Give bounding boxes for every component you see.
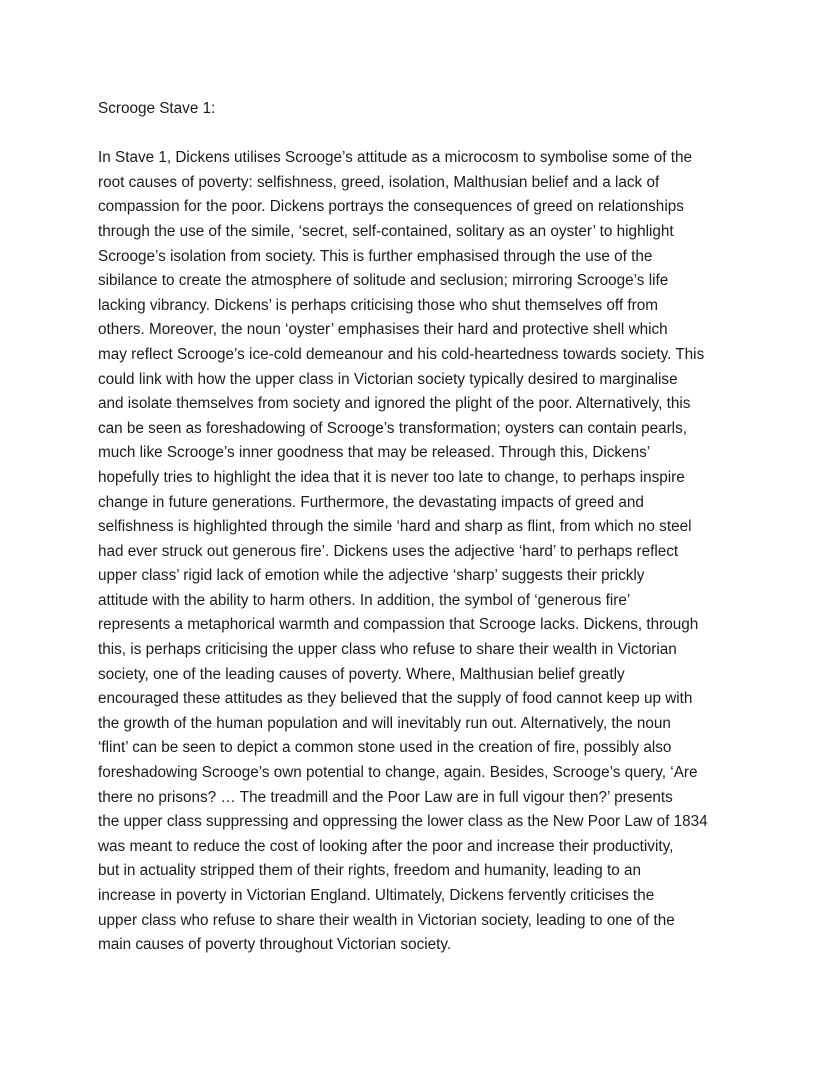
paragraph-line: attitude with the ability to harm others. In addition, the symbol of ‘generous fire’ bbox=[98, 591, 631, 609]
paragraph-line: was meant to reduce the cost of looking after the poor and increase their productivity, bbox=[98, 837, 674, 855]
paragraph-line: change in future generations. Furthermore, the devastating impacts of greed and bbox=[98, 493, 644, 511]
paragraph-line: the upper class suppressing and oppressing the lower class as the New Poor Law of 1834 bbox=[98, 813, 708, 831]
paragraph-line: had ever struck out generous fire’. Dickens uses the adjective ‘hard’ to perhaps reflect bbox=[98, 542, 679, 560]
paragraph-line: but in actuality stripped them of their rights, freedom and humanity, leading to an bbox=[98, 862, 642, 880]
paragraph-line: compassion for the poor. Dickens portrays the consequences of greed on relationships bbox=[98, 198, 684, 216]
paragraph-line: could link with how the upper class in Victorian society typically desired to marginalise bbox=[98, 370, 678, 388]
paragraph-line: In Stave 1, Dickens utilises Scrooge’s attitude as a microcosm to symbolise some of the bbox=[98, 149, 693, 167]
paragraph-line: can be seen as foreshadowing of Scrooge’s transformation; oysters can contain pearls, bbox=[98, 419, 687, 437]
paragraph-line: society, one of the leading causes of poverty. Where, Malthusian belief greatly bbox=[98, 665, 625, 683]
paragraph-line: there no prisons? … The treadmill and the Poor Law are in full vigour then?’ presents bbox=[98, 788, 673, 806]
paragraph-line: the growth of the human population and will inevitably run out. Alternatively, the noun bbox=[98, 714, 671, 732]
paragraph-line: selfishness is highlighted through the simile ‘hard and sharp as flint, from which no steel bbox=[98, 518, 692, 536]
paragraph-line: represents a metaphorical warmth and compassion that Scrooge lacks. Dickens, through bbox=[98, 616, 699, 634]
paragraph-line: sibilance to create the atmosphere of solitude and seclusion; mirroring Scrooge’s life bbox=[98, 272, 669, 290]
paragraph-line: Scrooge’s isolation from society. This is further emphasised through the use of the bbox=[98, 247, 653, 265]
paragraph-line: through the use of the simile, ‘secret, self-contained, solitary as an oyster’ to highlight bbox=[98, 222, 674, 240]
paragraph-line: foreshadowing Scrooge’s own potential to change, again. Besides, Scrooge’s query, ‘Are bbox=[98, 764, 698, 782]
paragraph-line: this, is perhaps criticising the upper class who refuse to share their wealth in Victorian bbox=[98, 641, 677, 659]
paragraph-line: ‘flint’ can be seen to depict a common stone used in the creation of fire, possibly also bbox=[98, 739, 672, 757]
paragraph-line: main causes of poverty throughout Victorian society. bbox=[98, 936, 452, 954]
paragraph-line: root causes of poverty: selfishness, greed, isolation, Malthusian belief and a lack of bbox=[98, 173, 660, 191]
paragraph-line: hopefully tries to highlight the idea that it is never too late to change, to perhaps inspire bbox=[98, 468, 685, 486]
document-title: Scrooge Stave 1: bbox=[98, 100, 216, 117]
paragraph-line: and isolate themselves from society and ignored the plight of the poor. Alternatively, this bbox=[98, 395, 691, 413]
paragraph-line: encouraged these attitudes as they believed that the supply of food cannot keep up with bbox=[98, 690, 693, 708]
paragraph-line: upper class who refuse to share their wealth in Victorian society, leading to one of the bbox=[98, 911, 675, 929]
paragraph-line: increase in poverty in Victorian England. Ultimately, Dickens fervently criticises the bbox=[98, 887, 655, 904]
paragraph-line: much like Scrooge’s inner goodness that may be released. Through this, Dickens’ bbox=[98, 444, 651, 462]
document-body bbox=[98, 97, 738, 958]
paragraph-line: lacking vibrancy. Dickens’ is perhaps criticising those who shut themselves off from bbox=[98, 296, 658, 314]
paragraph-line: others. Moreover, the noun ‘oyster’ emphasises their hard and protective shell which bbox=[98, 321, 668, 339]
blank-line bbox=[98, 122, 738, 147]
paragraph-line: upper class’ rigid lack of emotion while the adjective ‘sharp’ suggests their prickly bbox=[98, 567, 645, 585]
paragraph-line: may reflect Scrooge’s ice-cold demeanour and his cold-heartedness towards society. This bbox=[98, 345, 705, 363]
essay-paragraph bbox=[98, 146, 738, 958]
